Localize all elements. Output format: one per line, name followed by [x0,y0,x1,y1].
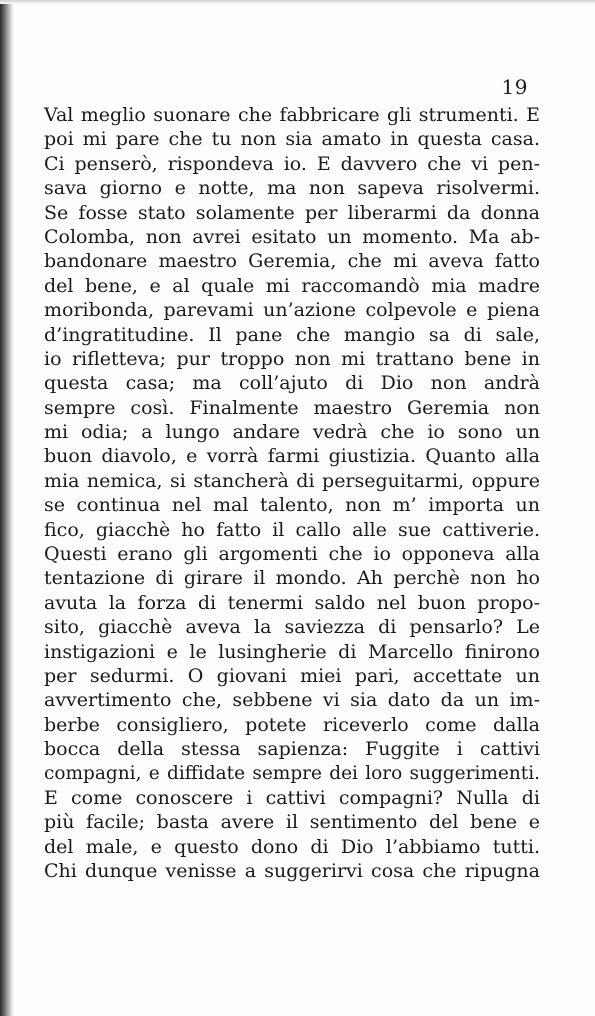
text-line: moribonda, parevami un’azione colpevole e piena [44,299,540,322]
text-line: per sedurmi. O giovani miei pari, accettate un [44,664,540,687]
text-line: buon diavolo, e vorrà farmi giustizia. Quanto alla [44,445,540,468]
text-line: Colomba, non avrei esitato un momento. Ma ab- [44,225,540,248]
text-line: tentazione di girare il mondo. Ah perchè non ho [44,567,540,590]
text-line: sempre così. Finalmente maestro Geremia non [44,396,540,419]
text-line: Ci penserò, rispondeva io. E davvero che vi pen- [44,152,540,175]
text-line: berbe consigliero, potete riceverlo come dalla [44,713,540,736]
body-text [44,103,540,884]
text-line: se continua nel mal talento, non m’ importa un [44,494,540,517]
text-line: del bene, e al quale mi raccomandò mia madre [44,274,540,297]
page-number: 19 [501,75,528,99]
text-line: E come conoscere i cattivi compagni? Nulla di [44,786,540,809]
text-line: del male, e questo dono di Dio l’abbiamo tutti. [44,835,540,858]
text-line: mi odia; a lungo andare vedrà che io sono un [44,421,540,444]
text-line: fico, giacchè ho fatto il callo alle sue cattiverie. [44,518,540,541]
text-line: sava giorno e notte, ma non sapeva risolvermi. [44,177,540,200]
text-line: bocca della stessa sapienza: Fuggite i cattivi [44,738,540,761]
text-line: instigazioni e le lusingherie di Marcello finirono [44,640,540,663]
text-line: bandonare maestro Geremia, che mi aveva fatto [44,250,540,273]
text-line: avvertimento che, sebbene vi sia dato da un im- [44,689,540,712]
text-line: poi mi pare che tu non sia amato in questa casa. [44,128,540,151]
text-line: Questi erano gli argomenti che io opponeva alla [44,543,540,566]
text-line: Se fosse stato solamente per liberarmi da donna [44,201,540,224]
text-line: più facile; basta avere il sentimento del bene e [44,811,540,834]
text-line: io rifletteva; pur troppo non mi trattano bene in [44,347,540,370]
text-line: Chi dunque venisse a suggerirvi cosa che ripugna [44,860,540,883]
text-line: mia nemica, si stancherà di perseguitarmi, oppure [44,469,540,492]
text-line: Val meglio suonare che fabbricare gli strumenti. E [44,104,540,126]
text-line: questa casa; ma coll’ajuto di Dio non andrà [44,372,540,395]
text-line: sito, giacchè aveva la saviezza di pensarlo? Le [44,616,540,639]
text-line: d’ingratitudine. Il pane che mangio sa di sale, [44,323,540,346]
page-top-edge [0,0,595,4]
text-line: compagni, e diffidate sempre dei loro suggerimenti. [44,762,540,784]
page-binding-edge [0,0,14,1016]
text-line: avuta la forza di tenermi saldo nel buon propo- [44,591,540,614]
